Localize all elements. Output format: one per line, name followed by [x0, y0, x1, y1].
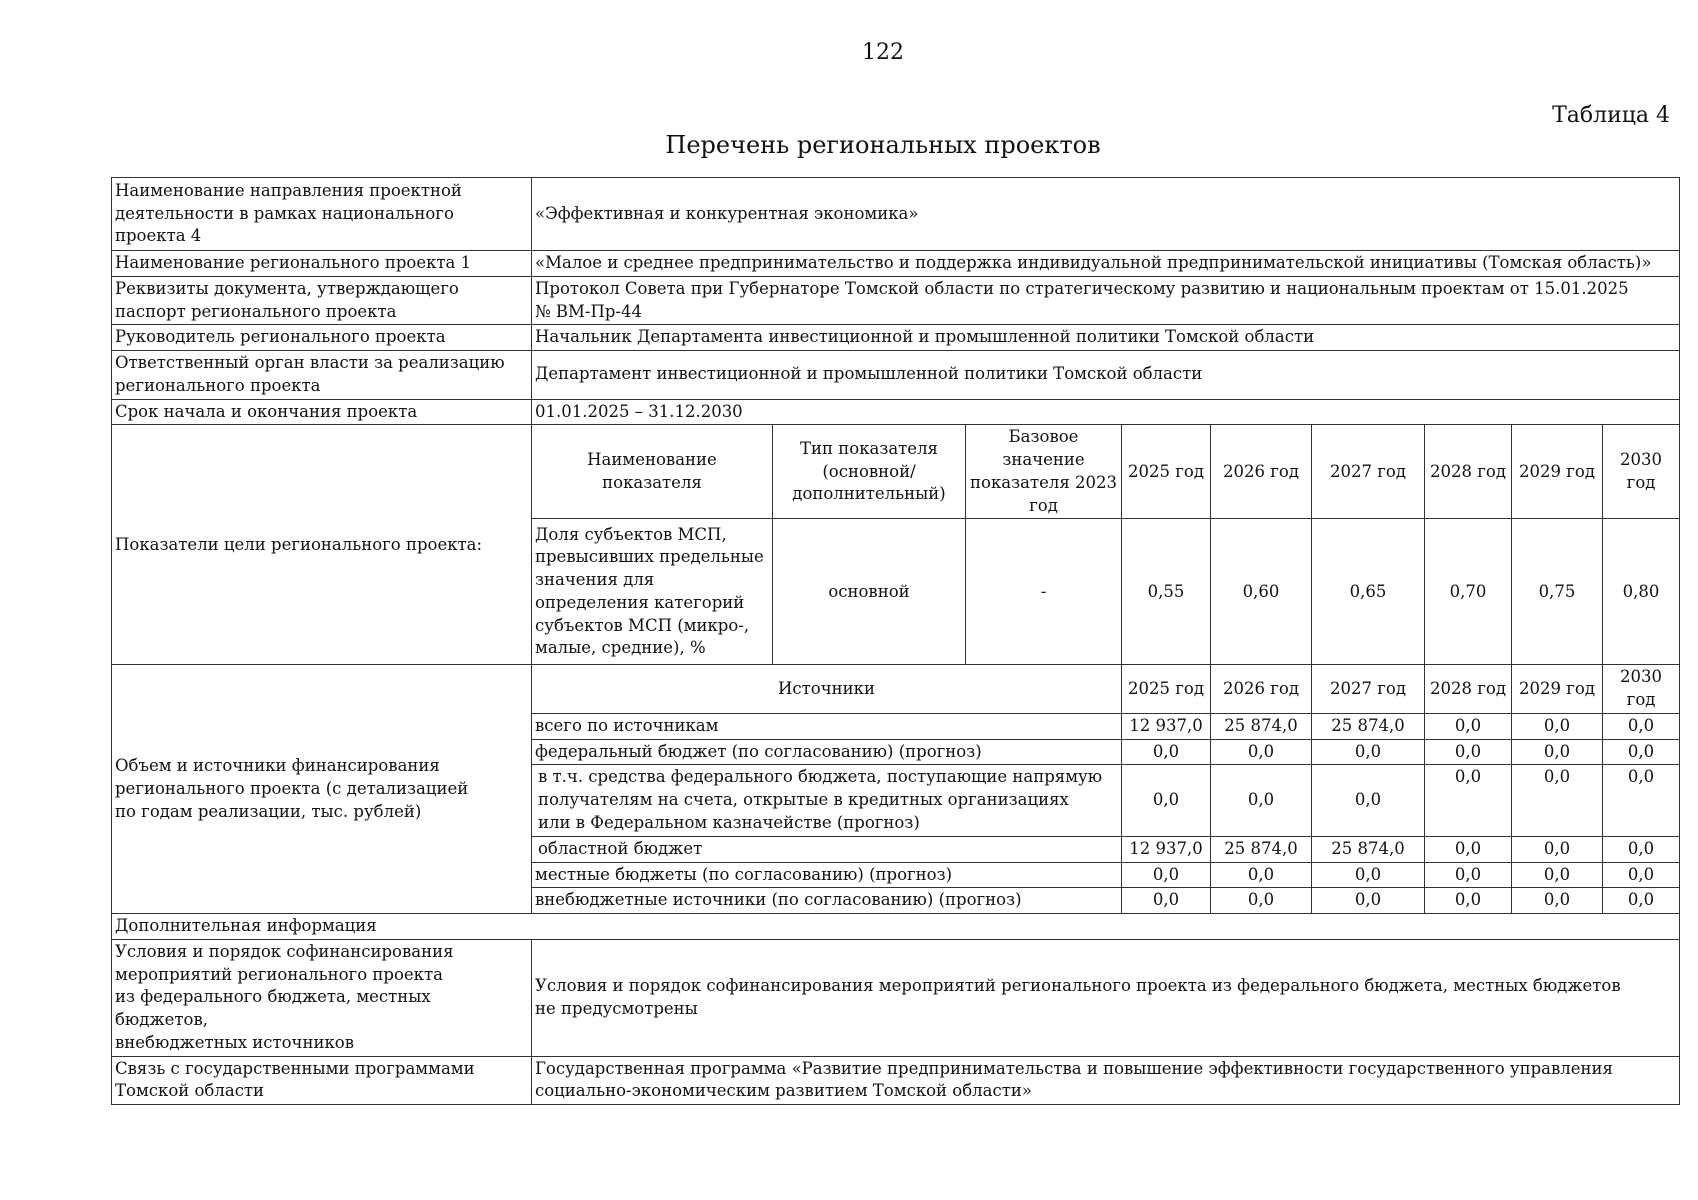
indicator-base-value: -	[966, 519, 1122, 665]
cofinancing-row	[112, 939, 1680, 1056]
financing-value: 0,0	[1603, 862, 1680, 888]
project-name-label: Наименование регионального проекта 1	[112, 251, 532, 277]
cofinancing-value	[532, 939, 1680, 1056]
regional-projects-table	[111, 177, 1680, 1105]
project-head-value: Начальник Департамента инвестиционной и промышленной политики Томской области	[532, 325, 1680, 351]
financing-value: 0,0	[1211, 739, 1312, 765]
page-number: 122	[862, 40, 904, 65]
indicator-name: Доля субъектов МСП, превысивших предельные значения для определения категорий субъектов МСП (микро-, малые, средние), %	[532, 519, 773, 665]
source-name: областной бюджет	[532, 836, 1122, 862]
financing-value: 25 874,0	[1312, 713, 1425, 739]
indicator-value: 0,65	[1312, 519, 1425, 665]
cofinancing-label	[112, 939, 532, 1056]
row-project-name	[112, 251, 1680, 277]
financing-value: 0,0	[1425, 888, 1512, 914]
indicator-year-header: 2029 год	[1512, 425, 1603, 519]
financing-value: 0,0	[1603, 888, 1680, 914]
financing-value: 0,0	[1512, 713, 1603, 739]
indicator-year-header: 2026 год	[1211, 425, 1312, 519]
financing-value: 0,0	[1603, 713, 1680, 739]
financing-value: 0,0	[1312, 888, 1425, 914]
document-title: Перечень региональных проектов	[665, 131, 1101, 159]
additional-info-header: Дополнительная информация	[112, 914, 1680, 940]
financing-value: 12 937,0	[1122, 836, 1211, 862]
passport-document-line-2: № ВМ-Пр-44	[535, 301, 642, 321]
financing-value: 0,0	[1512, 765, 1603, 836]
source-name: внебюджетные источники (по согласованию) (прогноз)	[532, 888, 1122, 914]
financing-value: 0,0	[1425, 862, 1512, 888]
indicator-value: 0,80	[1603, 519, 1680, 665]
financing-label	[112, 665, 532, 914]
financing-value: 0,0	[1603, 836, 1680, 862]
financing-value: 0,0	[1425, 739, 1512, 765]
row-responsible-body	[112, 351, 1680, 400]
state-programs-label-line-1: Связь с государственными программами	[115, 1058, 475, 1078]
indicator-year-header: 2030 год	[1603, 425, 1680, 519]
cofinancing-value-line-2: не предусмотрены	[535, 998, 698, 1018]
financing-value: 25 874,0	[1211, 713, 1312, 739]
source-name-line-1: в т.ч. средства федерального бюджета, поступающие напрямую	[538, 767, 1103, 787]
state-programs-row	[112, 1056, 1680, 1105]
project-period-label: Срок начала и окончания проекта	[112, 399, 532, 425]
row-project-period	[112, 399, 1680, 425]
financing-value: 25 874,0	[1211, 836, 1312, 862]
financing-value: 0,0	[1312, 739, 1425, 765]
project-head-label: Руководитель регионального проекта	[112, 325, 532, 351]
financing-value: 0,0	[1603, 765, 1680, 836]
source-name	[532, 765, 1122, 836]
source-name: местные бюджеты (по согласованию) (прогноз)	[532, 862, 1122, 888]
responsible-body-value: Департамент инвестиционной и промышленной политики Томской области	[532, 351, 1680, 400]
indicator-value: 0,70	[1425, 519, 1512, 665]
state-programs-label	[112, 1056, 532, 1105]
financing-value: 0,0	[1512, 739, 1603, 765]
financing-value: 0,0	[1312, 765, 1425, 836]
financing-year-header: 2025 год	[1122, 665, 1211, 714]
financing-year-header: 2030 год	[1603, 665, 1680, 714]
state-programs-label-line-2: Томской области	[115, 1081, 265, 1101]
state-programs-value	[532, 1056, 1680, 1105]
financing-value: 0,0	[1122, 739, 1211, 765]
indicator-base-header: Базовое значение показателя 2023 год	[966, 425, 1122, 519]
financing-label-line-2: регионального проекта (с детализацией	[115, 778, 469, 798]
financing-value: 0,0	[1425, 713, 1512, 739]
financing-year-header: 2026 год	[1211, 665, 1312, 714]
indicators-header-row	[112, 425, 1680, 519]
financing-year-header: 2029 год	[1512, 665, 1603, 714]
project-name-value: «Малое и среднее предпринимательство и поддержка индивидуальной предпринимательской инициативы (Томская область)»	[532, 251, 1680, 277]
direction-label: Наименование направления проектной деятельности в рамках национального проекта 4	[112, 178, 532, 251]
indicator-value: 0,55	[1122, 519, 1211, 665]
direction-value: «Эффективная и конкурентная экономика»	[532, 178, 1680, 251]
indicator-year-header: 2028 год	[1425, 425, 1512, 519]
financing-label-line-3: по годам реализации, тыс. рублей)	[115, 801, 422, 821]
sources-header: Источники	[532, 665, 1122, 714]
row-passport-document	[112, 276, 1680, 325]
passport-document-value	[532, 276, 1680, 325]
financing-value: 0,0	[1211, 888, 1312, 914]
source-name: всего по источникам	[532, 713, 1122, 739]
financing-value: 0,0	[1512, 888, 1603, 914]
row-direction	[112, 178, 1680, 251]
cofinancing-label-line-3: из федерального бюджета, местных бюджетов,	[115, 987, 431, 1030]
financing-value: 0,0	[1512, 836, 1603, 862]
financing-value: 0,0	[1312, 862, 1425, 888]
indicator-value: 0,75	[1512, 519, 1603, 665]
financing-label-line-1: Объем и источники финансирования	[115, 756, 440, 776]
financing-value: 0,0	[1211, 765, 1312, 836]
financing-value: 0,0	[1122, 765, 1211, 836]
indicator-type: основной	[773, 519, 966, 665]
project-period-value: 01.01.2025 – 31.12.2030	[532, 399, 1680, 425]
source-name: федеральный бюджет (по согласованию) (прогноз)	[532, 739, 1122, 765]
source-name-line-2: получателям на счета, открытые в кредитных организациях	[538, 790, 1069, 810]
financing-value: 0,0	[1512, 862, 1603, 888]
indicator-type-header: Тип показателя (основной/ дополнительный)	[773, 425, 966, 519]
source-name-line-3: или в Федеральном казначействе (прогноз)	[538, 813, 920, 833]
cofinancing-label-line-4: внебюджетных источников	[115, 1032, 355, 1052]
responsible-body-label: Ответственный орган власти за реализацию регионального проекта	[112, 351, 532, 400]
cofinancing-label-line-1: Условия и порядок софинансирования	[115, 941, 454, 961]
financing-header-row	[112, 665, 1680, 714]
state-programs-value-line-2: социально-экономическим развитием Томской области»	[535, 1081, 1032, 1101]
indicator-year-header: 2027 год	[1312, 425, 1425, 519]
financing-value: 0,0	[1425, 836, 1512, 862]
state-programs-value-line-1: Государственная программа «Развитие предпринимательства и повышение эффективности государственного управления	[535, 1058, 1613, 1078]
financing-value: 0,0	[1425, 765, 1512, 836]
indicator-year-header: 2025 год	[1122, 425, 1211, 519]
table-label: Таблица 4	[1552, 103, 1670, 128]
indicator-value: 0,60	[1211, 519, 1312, 665]
financing-year-header: 2027 год	[1312, 665, 1425, 714]
financing-value: 0,0	[1603, 739, 1680, 765]
row-project-head	[112, 325, 1680, 351]
additional-info-header-row	[112, 914, 1680, 940]
indicator-name-header: Наименование показателя	[532, 425, 773, 519]
financing-value: 0,0	[1211, 862, 1312, 888]
financing-value: 12 937,0	[1122, 713, 1211, 739]
financing-value: 0,0	[1122, 862, 1211, 888]
financing-value: 0,0	[1122, 888, 1211, 914]
passport-document-line-1: Протокол Совета при Губернаторе Томской области по стратегическому развитию и национальным проектам от 15.01.2025	[535, 278, 1629, 298]
passport-document-label: Реквизиты документа, утверждающего паспорт регионального проекта	[112, 276, 532, 325]
indicators-label: Показатели цели регионального проекта:	[112, 425, 532, 665]
cofinancing-value-line-1: Условия и порядок софинансирования мероприятий регионального проекта из федерального бюджета, местных бюджетов	[535, 975, 1621, 995]
financing-year-header: 2028 год	[1425, 665, 1512, 714]
financing-value: 25 874,0	[1312, 836, 1425, 862]
cofinancing-label-line-2: мероприятий регионального проекта	[115, 964, 443, 984]
